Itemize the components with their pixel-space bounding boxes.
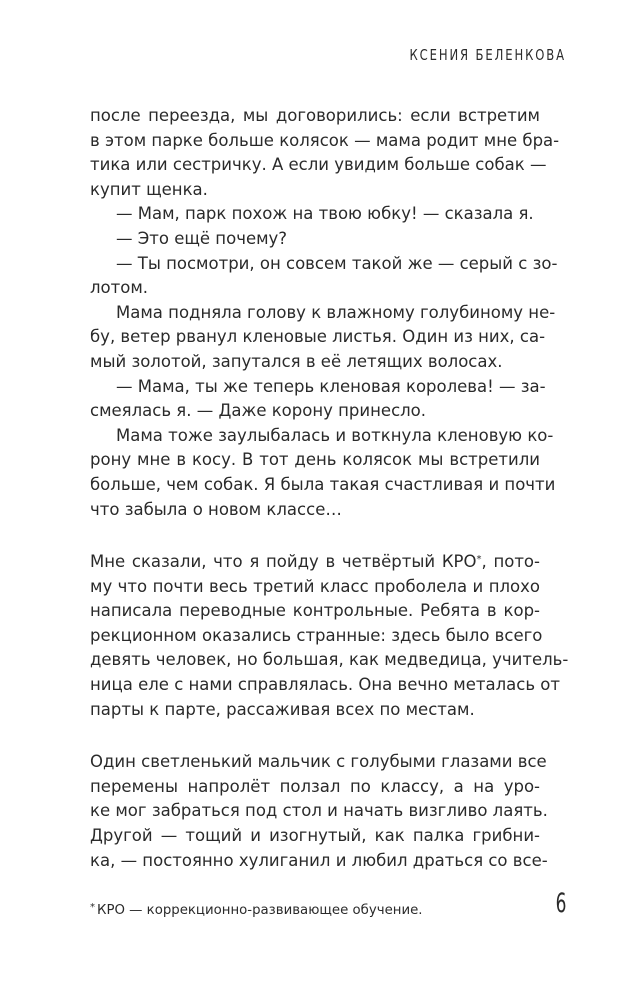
text-line: что забыла о новом классе…	[90, 499, 342, 519]
dialogue-line: — Мама, ты же теперь кленовая королева! — за-	[116, 376, 546, 396]
text-line: написала переводные контрольные. Ребята в кор-	[90, 601, 540, 621]
section-break	[90, 722, 540, 750]
text-line: рекционном оказались странные: здесь было всего	[90, 625, 543, 645]
page-number: 6	[555, 888, 566, 919]
text-line: после переезда, мы договорились: если встретим	[90, 106, 540, 125]
footnote	[90, 903, 423, 918]
text-line: му что почти весь третий класс проболела и плохо	[90, 576, 540, 596]
text-line: перемены напролёт ползал по классу, а на уро-	[90, 776, 540, 796]
text-line	[90, 550, 540, 575]
text-line: тика или сестричку. А если увидим больше собак —	[90, 155, 547, 175]
dialogue-line: — Мам, парк похож на твою юбку! — сказала я.	[116, 204, 534, 224]
section-break	[90, 522, 540, 550]
text-line: больше, чем собак. Я была такая счастливая и почти	[90, 474, 556, 494]
text-line: Один светленький мальчик с голубыми глазами все	[90, 752, 547, 772]
text-line: парты к парте, рассаживая всех по местам.	[90, 699, 475, 719]
dialogue-line: — Это ещё почему?	[116, 228, 288, 248]
text-line: в этом парке больше колясок — мама родит мне бра-	[90, 130, 560, 150]
text-line: ке мог забраться под стол и начать визгливо лаять.	[90, 801, 548, 821]
footnote-reference: *	[476, 554, 482, 566]
text-line: девять человек, но большая, как медведица, учитель-	[90, 650, 569, 670]
text-segment: , пото-	[481, 552, 540, 572]
body-text	[90, 104, 569, 873]
text-line: Другой — тощий и изогнутый, как палка грибни-	[90, 826, 540, 846]
text-line: Мама подняла голову к влажному голубиному не-	[116, 302, 556, 322]
running-head: КСЕНИЯ БЕЛЕНКОВА	[409, 46, 566, 64]
text-line: ка, — постоянно хулиганил и любил драться со все-	[90, 850, 548, 870]
text-line: бу, ветер рванул кленовые листья. Один из них, са-	[90, 327, 546, 347]
footnote-text: КРО — коррекционно-развивающее обучение.	[97, 903, 423, 918]
text-line: ница еле с нами справлялась. Она вечно металась от	[90, 675, 561, 695]
text-line: лотом.	[90, 278, 149, 298]
text-line: рону мне в косу. В тот день колясок мы встретили	[90, 450, 540, 470]
footnote-mark: *	[90, 902, 95, 913]
text-line: мый золотой, запутался в её летящих волосах.	[90, 351, 503, 371]
text-segment: Мне сказали, что я пойду в четвёртый КРО	[90, 552, 477, 572]
text-line: Мама тоже заулыбалась и воткнула кленовую ко-	[116, 425, 554, 445]
text-line: купит щенка.	[90, 179, 208, 199]
text-line: смеялась я. — Даже корону принесло.	[90, 401, 427, 421]
dialogue-line: — Ты посмотри, он совсем такой же — серый с зо-	[116, 253, 558, 273]
